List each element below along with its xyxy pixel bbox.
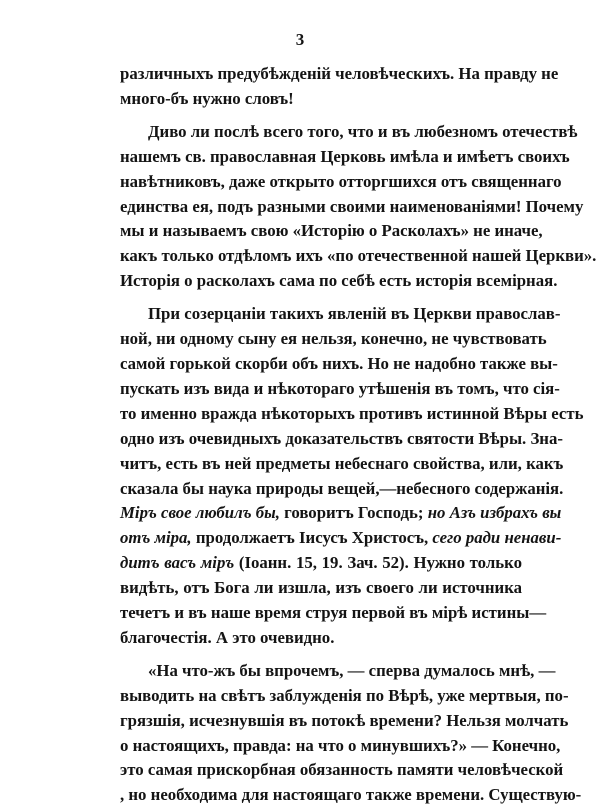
text-line: благочестія. А это очевидно. bbox=[120, 627, 335, 647]
text-line: , но необходима для настоящаго также времени. Существую- bbox=[120, 785, 582, 805]
text-line: выводить на свѣтъ заблужденія по Вѣрѣ, уже мертвыя, по- bbox=[120, 685, 569, 705]
text-line: о настоящихъ, правда: на что о минувшихъ?» — Конечно, bbox=[120, 735, 561, 755]
text-line: самой горькой скорби объ нихъ. Но не надобно также вы- bbox=[120, 353, 558, 373]
text-line: одно изъ очевидныхъ доказательствъ святости Вѣры. Зна- bbox=[120, 428, 563, 448]
italic-quote: но Азъ избрахъ вы bbox=[427, 503, 562, 523]
italic-quote: отъ міра, bbox=[120, 528, 192, 548]
text-line-mixed bbox=[120, 551, 522, 576]
italic-quote: сего ради ненави- bbox=[432, 528, 562, 548]
text-line: течетъ и въ наше время струя первой въ мірѣ истины— bbox=[120, 603, 547, 623]
text-line: мы и называемъ свою «Исторію о Расколахъ» не иначе, bbox=[120, 221, 543, 241]
text-line: навѣтниковъ, даже открыто отторгшихся отъ священнаго bbox=[120, 171, 562, 191]
text-line: какъ только отдѣломъ ихъ «по отечественной нашей Церкви». bbox=[120, 246, 597, 266]
text-line: различныхъ предубѣжденій человѣческихъ. На правду не bbox=[120, 64, 559, 83]
text-run: (Іоанн. 15, 19. Зач. 52). Нужно только bbox=[234, 553, 522, 573]
text-line-mixed bbox=[120, 501, 562, 526]
text-line: «На что-жъ бы впрочемъ, — сперва думалось мнѣ, — bbox=[148, 660, 556, 680]
body-text bbox=[120, 62, 597, 808]
text-line: грязшія, исчезнувшія въ потокѣ времени? Нельзя молчать bbox=[120, 710, 569, 730]
text-line: это самая прискорбная обязанность памяти человѣческой bbox=[120, 760, 564, 780]
italic-quote: Міръ свое любилъ бы, bbox=[120, 503, 280, 523]
text-line: единства ея, подъ разными своими наименованіями! Почему bbox=[120, 196, 584, 216]
text-run: продолжаетъ Іисусъ Христосъ, bbox=[191, 528, 433, 548]
text-line: читъ, есть въ ней предметы небеснаго свойства, или, какъ bbox=[120, 453, 564, 473]
text-line: При созерцаніи такихъ явленій въ Церкви православ- bbox=[148, 304, 561, 324]
text-line: Исторія о расколахъ сама по себѣ есть исторія всемірная. bbox=[120, 271, 558, 291]
text-line: нашемъ св. православная Церковь имѣла и имѣетъ своихъ bbox=[120, 146, 570, 166]
text-line: пускать изъ вида и нѣкотораго утѣшенія въ томъ, что сія- bbox=[120, 378, 560, 398]
text-line: Диво ли послѣ всего того, что и въ любезномъ отечествѣ bbox=[148, 121, 578, 141]
text-run: говоритъ Господь; bbox=[279, 503, 428, 523]
italic-quote: дитъ васъ міръ bbox=[120, 553, 235, 573]
text-line: ной, ни одному сыну ея нельзя, конечно, не чувствовать bbox=[120, 329, 547, 349]
text-line: сказала бы наука природы вещей,—небесного содержанія. bbox=[120, 478, 564, 498]
text-line: много-бъ нужно словъ! bbox=[120, 88, 294, 108]
text-line: видѣть, отъ Бога ли изшла, изъ своего ли источника bbox=[120, 578, 522, 598]
page-number: 3 bbox=[295, 30, 305, 49]
text-line: то именно вражда нѣкоторыхъ противъ истинной Вѣры есть bbox=[120, 403, 584, 423]
text-line-mixed bbox=[120, 526, 562, 551]
